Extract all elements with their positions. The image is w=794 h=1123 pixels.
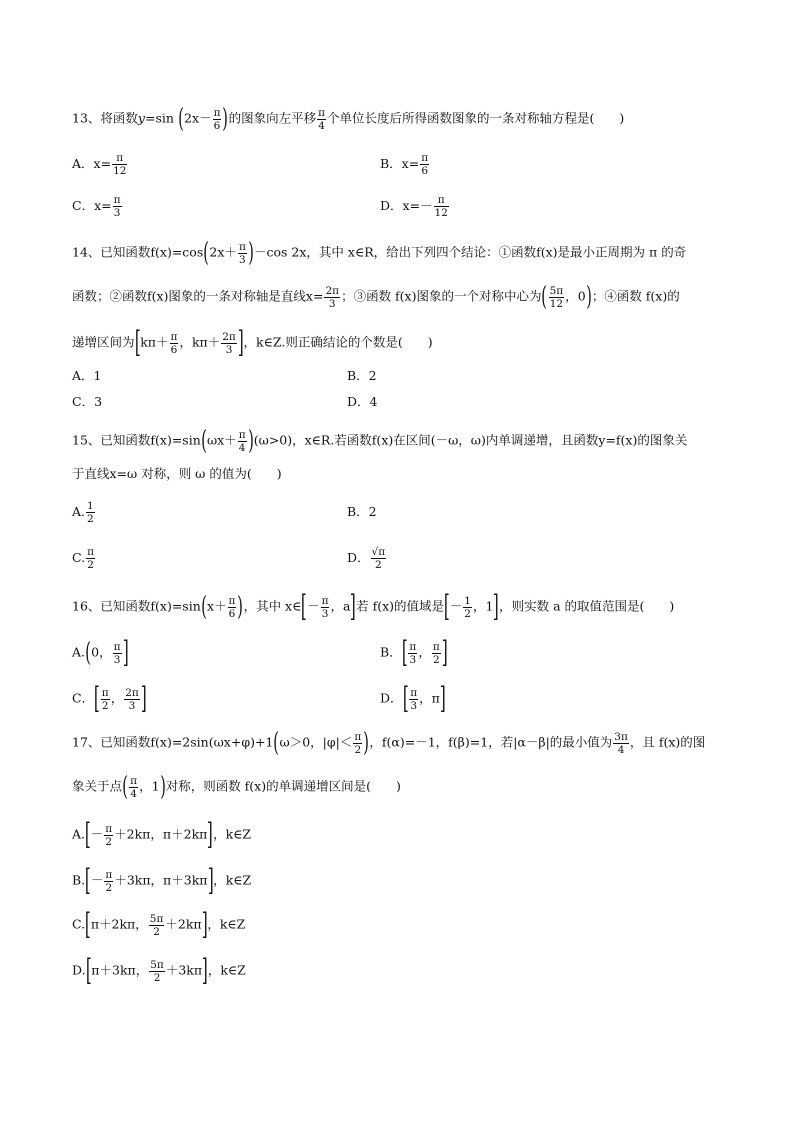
- q15-stem-line2: 于直线x=ω 对称，则 ω 的值为( ): [72, 466, 282, 481]
- q14-stem-line1: 14、已知函数f(x)=cos(2x＋ $\frac{\pi}{3}$ )－cos 2x，其中 x∈R，给出下列四个结论：①函数f(x)是最小正周期为 π 的奇: [72, 238, 687, 268]
- q17-option-c[interactable]: C.[π＋2kπ， $\frac{5\pi}{2}$ ＋2kπ]，k∈Z: [72, 907, 246, 942]
- q16-stem: 16、已知函数f(x)=sin(x＋ $\frac{\pi}{6}$ )，其中 x∈[－ $\frac{\pi}{3}$ ，a]若 f(x)的值域是[－ $\frac{1}{2}$ ，1]，则实数 a 的取值范围是( ): [72, 589, 675, 624]
- q15-option-a[interactable]: A. $\frac{1}{2}$: [72, 500, 94, 525]
- q14-option-c[interactable]: C．3: [72, 394, 103, 409]
- q16-option-c[interactable]: C．[ $\frac{\pi}{2}$ ， $\frac{2\pi}{3}$ ]: [72, 681, 147, 716]
- q17-stem-line2: 象关于点( $\frac{\pi}{4}$ ，1)对称，则函数 f(x)的单调递增区间是( ): [72, 772, 401, 802]
- q15-option-b[interactable]: B．2: [347, 504, 377, 519]
- q14-option-a[interactable]: A．1: [72, 368, 102, 383]
- q14-stem-line2: 函数；②函数f(x)图象的一条对称轴是直线x= $\frac{2\pi}{3}$ ；③函数 f(x)图象的一个对称中心为( $\frac{5\pi}{12}$ ，0)；④函数 f(x)的: [72, 282, 680, 312]
- q13-option-c[interactable]: C．x= $\frac{\pi}{3}$: [72, 194, 121, 219]
- q14-stem-line3: 递增区间为[kπ＋ $\frac{\pi}{6}$ ，kπ＋ $\frac{2\pi}{3}$ ]，k∈Z.则正确结论的个数是( ): [72, 325, 433, 360]
- q15-option-d[interactable]: D． $\frac{√\pi}{2}$: [347, 546, 386, 571]
- q17-option-b[interactable]: B.[－ $\frac{\pi}{2}$ ＋3kπ，π＋3kπ]，k∈Z: [72, 863, 252, 898]
- q15-option-c[interactable]: C. $\frac{\pi}{2}$: [72, 546, 94, 571]
- q17-option-d[interactable]: D.[π＋3kπ， $\frac{5\pi}{2}$ ＋3kπ]，k∈Z: [72, 953, 246, 988]
- q17-stem-line1: 17、已知函数f(x)=2sin(ωx+φ)+1(ω＞0，|φ|＜ $\frac{\pi}{2}$ )，f(α)=－1，f(β)=1，若|α－β|的最小值为 $\frac{3\pi}{4}$ ，且 f(x)的图: [72, 728, 706, 758]
- q13-option-d[interactable]: D．x=－ $\frac{\pi}{12}$: [380, 194, 448, 219]
- q16-option-b[interactable]: B．[ $\frac{\pi}{3}$ ， $\frac{\pi}{2}$ ]: [380, 635, 448, 670]
- q16-option-d[interactable]: D．[ $\frac{\pi}{3}$ ，π]: [380, 681, 446, 716]
- q14-option-d[interactable]: D．4: [347, 394, 378, 409]
- q14-option-b[interactable]: B．2: [347, 368, 377, 383]
- q13-option-b[interactable]: B．x= $\frac{\pi}{6}$: [380, 152, 429, 177]
- q17-option-a[interactable]: A.[－ $\frac{\pi}{2}$ ＋2kπ，π＋2kπ]，k∈Z: [72, 817, 252, 852]
- q13-option-a[interactable]: A．x= $\frac{\pi}{12}$: [72, 152, 127, 177]
- q15-stem-line1: 15、已知函数f(x)=sin(ωx＋ $\frac{\pi}{4}$ )(ω>0)，x∈R.若函数f(x)在区间(－ω，ω)内单调递增，且函数y=f(x)的图象关: [72, 426, 688, 456]
- q16-option-a[interactable]: A.(0， $\frac{\pi}{3}$ ]: [72, 635, 129, 670]
- q13-stem: 13、将函数y=sin (2x－ $\frac{\pi}{6}$ )的图象向左平移 $\frac{\pi}{4}$ 个单位长度后所得函数图象的一条对称轴方程是( ): [72, 104, 625, 134]
